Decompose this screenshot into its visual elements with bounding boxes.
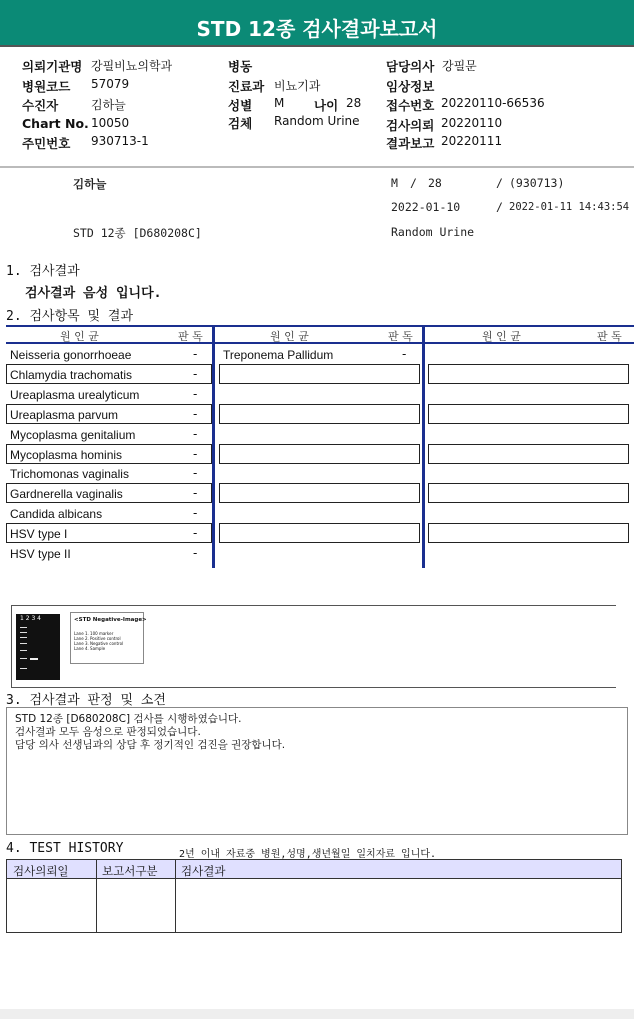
- empty-cell-box: [219, 523, 420, 543]
- summary-date1: 2022-01-10: [391, 200, 461, 214]
- empty-cell-box: [428, 523, 629, 543]
- empty-cell-box: [219, 404, 420, 424]
- table-col-divider-2: [422, 325, 425, 568]
- code-label: 병원코드: [22, 79, 71, 94]
- gel-legend-lane3: Lane 3. Negative control: [74, 641, 124, 646]
- gel-band: [20, 637, 27, 638]
- organism-name: Mycoplasma hominis: [10, 448, 123, 462]
- summary-sep3: /: [496, 200, 503, 214]
- section1-text: 검사결과 음성 입니다.: [25, 286, 162, 301]
- organism-result: -: [193, 347, 198, 361]
- summary-sep1: /: [410, 176, 417, 190]
- history-col-report-type: 보고서구분: [102, 864, 158, 878]
- col1-res-header: 판 독: [178, 330, 203, 343]
- hospital-label: 의뢰기관명: [22, 59, 83, 74]
- gel-band: [20, 658, 27, 659]
- patient-label: 수진자: [22, 98, 59, 113]
- organism-result: -: [193, 506, 198, 520]
- summary-sex: M: [391, 176, 398, 190]
- organism-result: -: [193, 447, 198, 461]
- gel-band: [20, 627, 27, 628]
- organism-name: HSV type II: [10, 547, 71, 561]
- receipt-value: 20220110-66536: [441, 96, 545, 110]
- opinion-line: 담당 의사 선생님과의 상담 후 정기적인 검진을 권장합니다.: [15, 739, 286, 751]
- organism-name: Ureaplasma parvum: [10, 408, 119, 422]
- table-top-rule: [6, 325, 634, 327]
- hospital-value: 강필비뇨의학과: [91, 59, 173, 73]
- report-title: STD 12종 검사결과보고서: [196, 17, 438, 41]
- organism-name: Treponema Pallidum: [223, 348, 334, 362]
- dept-value: 비뇨기과: [274, 79, 321, 93]
- report-label: 결과보고: [386, 136, 435, 151]
- summary-date2: 2022-01-11 14:43:54: [509, 201, 630, 213]
- doctor-label: 담당의사: [386, 59, 435, 74]
- history-col-request-date: 검사의뢰일: [13, 864, 69, 878]
- history-col-divider: [96, 860, 97, 932]
- summary-name: 김하늘: [73, 177, 107, 191]
- summary-test: STD 12종 [D680208C]: [73, 226, 202, 240]
- gel-band: [20, 650, 27, 651]
- sex-value: M: [274, 96, 285, 110]
- empty-cell-box: [219, 364, 420, 384]
- summary-sep2: /: [496, 176, 503, 190]
- chart-value: 10050: [91, 116, 130, 130]
- gel-legend: [70, 612, 147, 664]
- col2-res-header: 판 독: [388, 330, 413, 343]
- organism-name: Ureaplasma urealyticum: [10, 388, 140, 402]
- specimen-value: Random Urine: [274, 114, 360, 128]
- gel-legend-title: <STD Negative-Image>: [74, 617, 147, 623]
- history-col-result: 검사결과: [181, 864, 226, 878]
- report-value: 20220111: [441, 134, 503, 148]
- id-label: 주민번호: [22, 136, 71, 151]
- table-col-divider-1: [212, 325, 215, 568]
- gel-band: [20, 668, 27, 669]
- empty-cell-box: [219, 483, 420, 503]
- footer-bar: [0, 1009, 634, 1019]
- gel-legend-lane1: Lane 1. 100 marker: [74, 631, 114, 636]
- organism-result: -: [193, 387, 198, 401]
- organism-result: -: [193, 466, 198, 480]
- empty-cell-box: [428, 483, 629, 503]
- organism-result: -: [193, 546, 198, 560]
- gel-lane-numbers: 1 2 3 4: [20, 615, 41, 622]
- gel-image: [16, 614, 60, 680]
- organism-name: HSV type I: [10, 527, 68, 541]
- summary-specimen: Random Urine: [391, 225, 475, 239]
- organism-result: -: [193, 407, 198, 421]
- id-value: 930713-1: [91, 134, 149, 148]
- empty-cell-box: [219, 444, 420, 464]
- opinion-line: 검사결과 모두 음성으로 판정되었습니다.: [15, 726, 201, 738]
- table-header-rule: [6, 342, 634, 344]
- section4-title: 4. TEST HISTORY: [6, 841, 124, 856]
- organism-name: Gardnerella vaginalis: [10, 487, 123, 501]
- request-label: 검사의뢰: [386, 118, 435, 133]
- organism-result: -: [193, 526, 198, 540]
- patient-value: 김하늘: [91, 98, 126, 112]
- organism-result: -: [193, 427, 198, 441]
- section1-title: 1. 검사결과: [6, 264, 80, 279]
- gel-legend-lane2: Lane 2. Positive control: [74, 636, 121, 641]
- gel-band: [20, 643, 27, 644]
- organism-result: -: [402, 347, 407, 361]
- opinion-box: [6, 707, 628, 835]
- empty-cell-box: [428, 364, 629, 384]
- organism-result: -: [193, 486, 198, 500]
- doctor-value: 강필문: [442, 59, 477, 73]
- organism-result: -: [193, 367, 198, 381]
- age-value: 28: [346, 96, 362, 110]
- dept-label: 진료과: [228, 79, 265, 94]
- request-value: 20220110: [441, 116, 503, 130]
- organism-name: Candida albicans: [10, 507, 103, 521]
- ward-label: 병동: [228, 59, 253, 74]
- age-label: 나이: [314, 98, 339, 113]
- opinion-line: STD 12종 [D680208C] 검사를 시행하였습니다.: [15, 713, 242, 725]
- history-table: [6, 859, 622, 933]
- receipt-label: 접수번호: [386, 98, 435, 113]
- clinical-label: 임상정보: [386, 79, 435, 94]
- col2-org-header: 원 인 균: [270, 330, 309, 343]
- sex-label: 성별: [228, 98, 253, 113]
- organism-name: Chlamydia trachomatis: [10, 368, 133, 382]
- code-value: 57079: [91, 77, 130, 91]
- empty-cell-box: [428, 444, 629, 464]
- section3-title: 3. 검사결과 판정 및 소견: [6, 693, 166, 708]
- section2-title: 2. 검사항목 및 결과: [6, 309, 134, 324]
- empty-cell-box: [428, 404, 629, 424]
- section4-note: 2년 이내 자료중 병원,성명,생년월일 일치자료 입니다.: [179, 849, 437, 860]
- gel-legend-lane4: Lane 4. Sample: [74, 646, 106, 651]
- col1-org-header: 원 인 균: [60, 330, 99, 343]
- specimen-label: 검체: [228, 116, 253, 131]
- col3-org-header: 원 인 균: [482, 330, 521, 343]
- gel-band: [30, 658, 38, 660]
- summary-age: 28: [428, 176, 442, 190]
- organism-name: Neisseria gonorrhoeae: [10, 348, 132, 362]
- gel-image-block: [11, 605, 616, 688]
- col3-res-header: 판 독: [597, 330, 622, 343]
- chart-label: Chart No.: [22, 116, 89, 131]
- history-header: [7, 860, 621, 879]
- history-col-divider: [175, 860, 176, 932]
- organism-name: Trichomonas vaginalis: [10, 467, 129, 481]
- organism-name: Mycoplasma genitalium: [10, 428, 136, 442]
- summary-birth: (930713): [509, 176, 565, 190]
- gel-band: [20, 632, 27, 633]
